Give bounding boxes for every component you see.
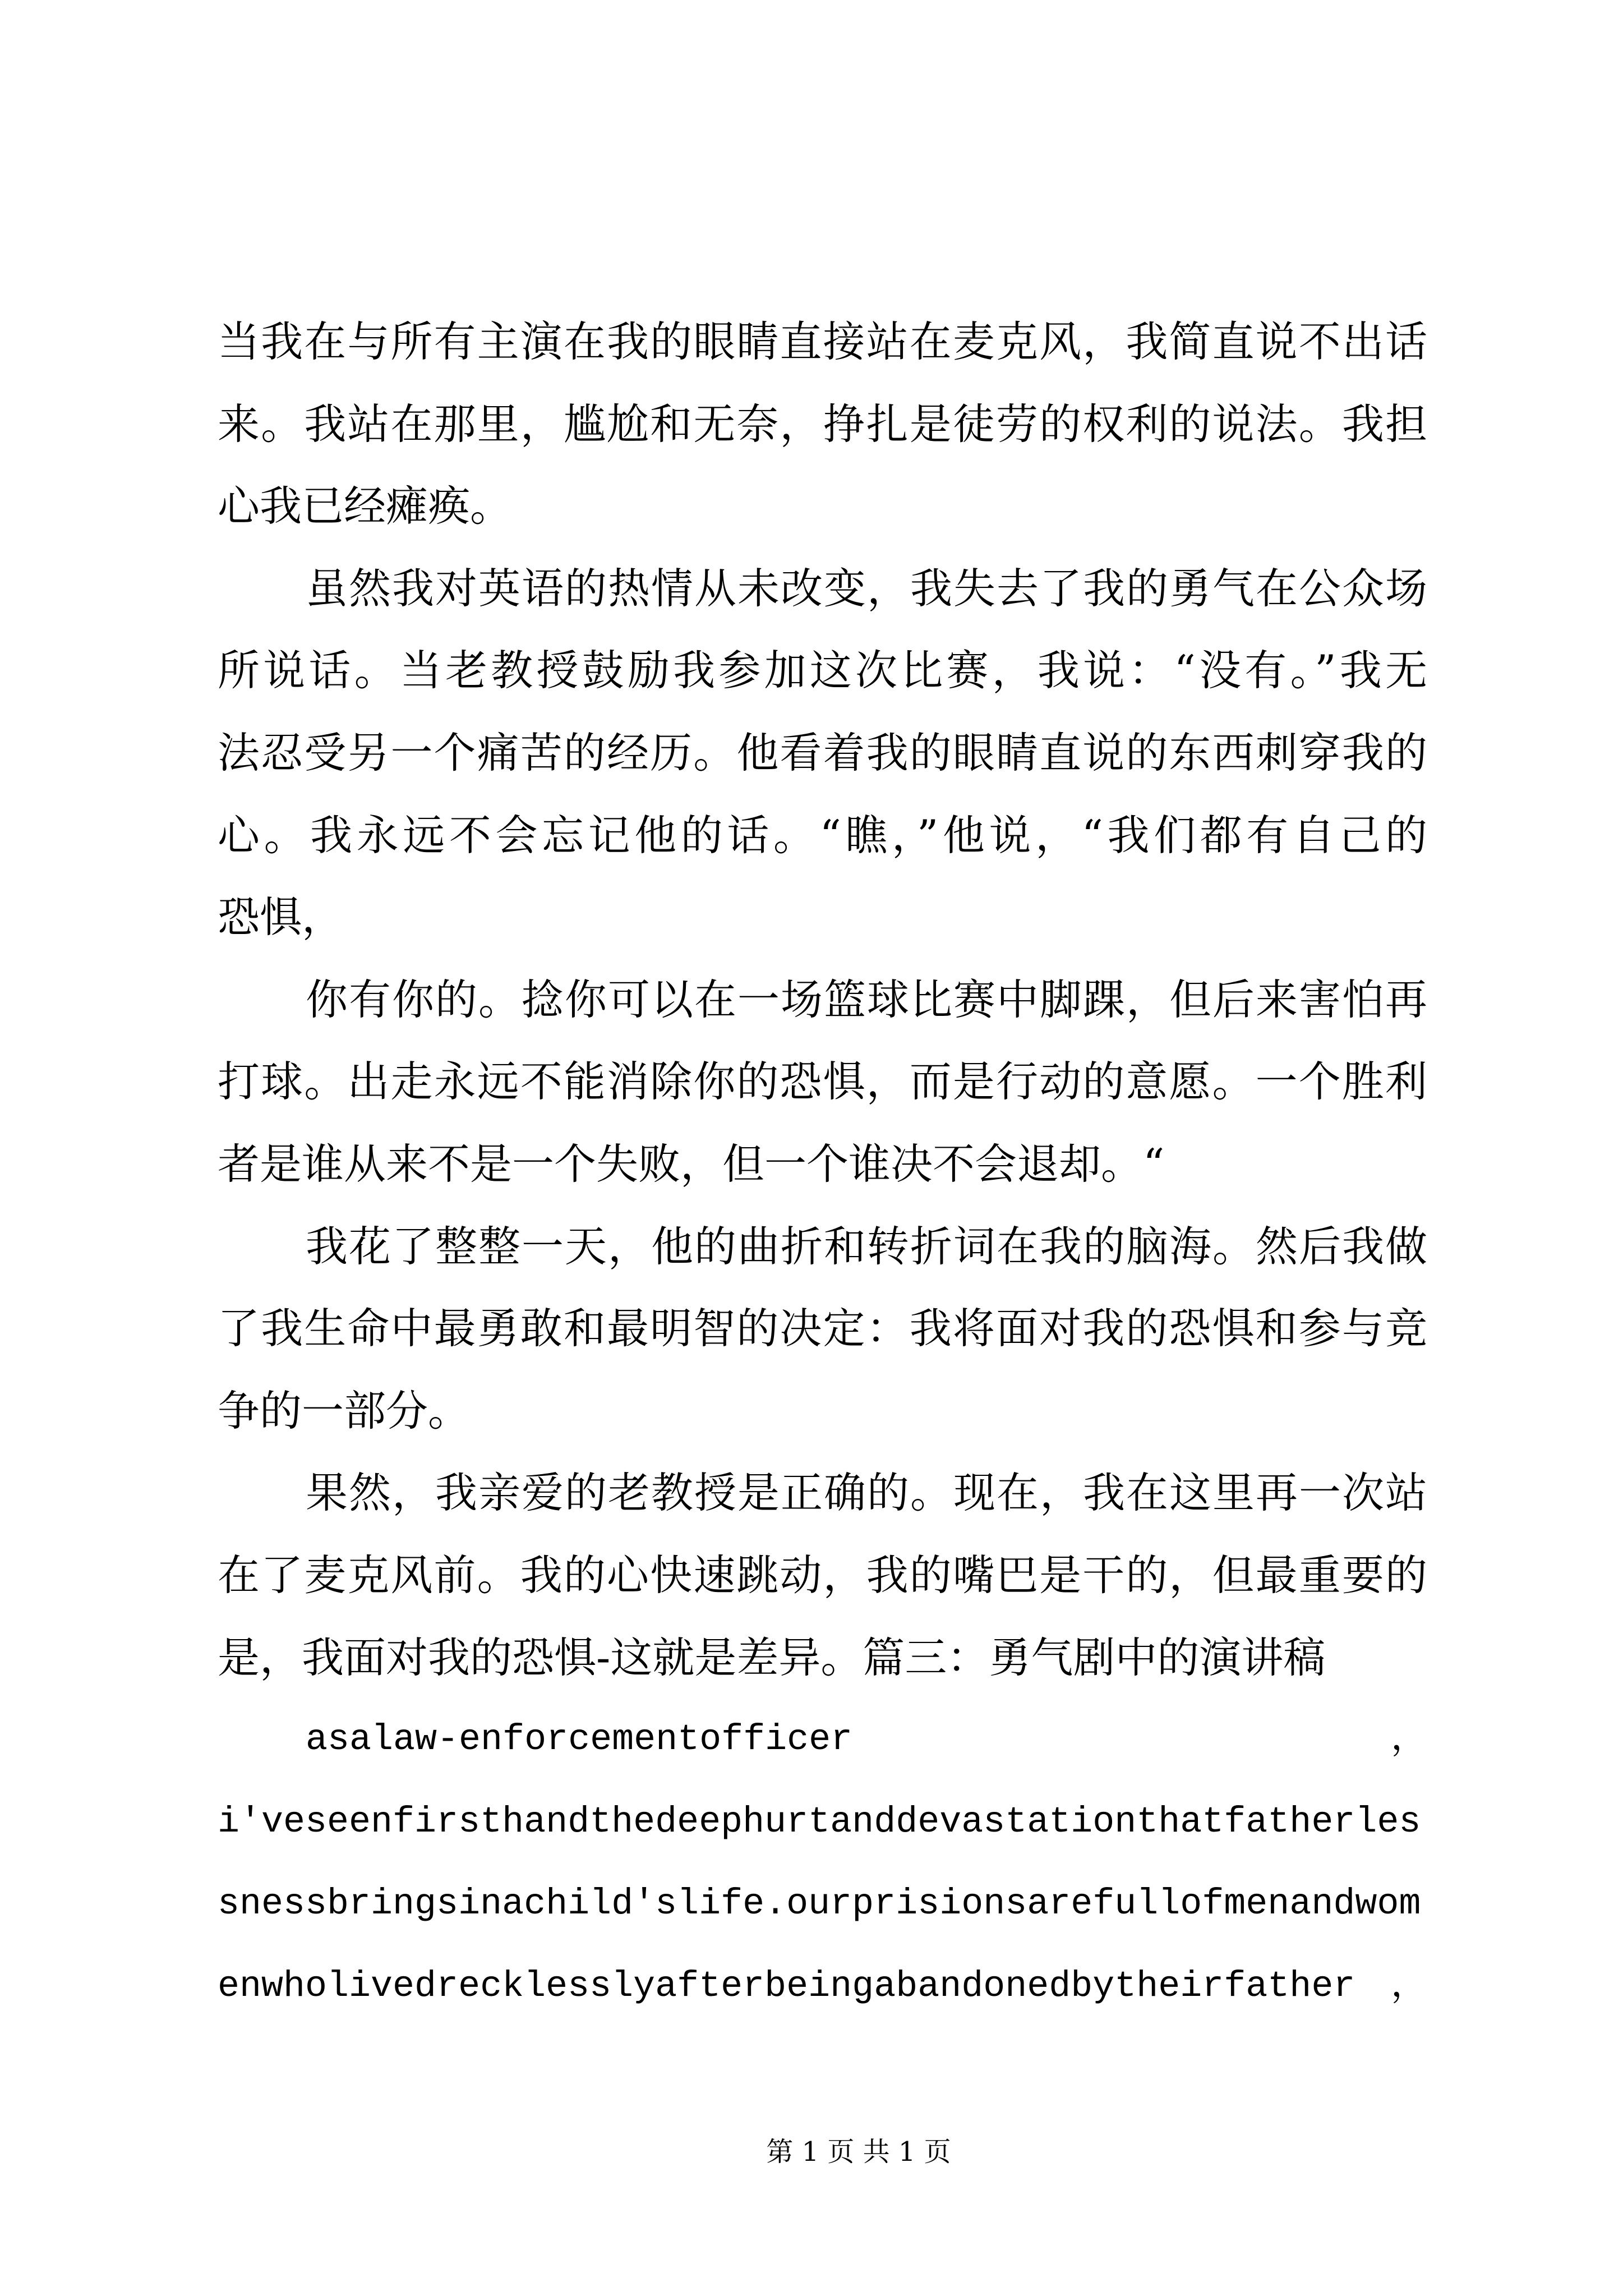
text-line: 来。我站在那里，尴尬和无奈，挣扎是徒劳的权利的说法。我担 [218,399,1427,449]
text-line: 果然，我亲爱的老教授是正确的。现在，我在这里再一次站 [306,1468,1427,1518]
paragraph [218,1205,1427,1452]
paragraph [218,1452,1427,1699]
text-line: asalaw-enforcementofficer ， [306,1719,1427,1761]
text-line: 当我在与所有主演在我的眼睛直接站在麦克风，我简直说不出话 [218,317,1427,366]
text-line: 是，我面对我的恐惧-这就是差异。篇三：勇气剧中的演讲稿 [218,1632,1326,1682]
text-line: 我花了整整一天，他的曲折和转折词在我的脑海。然后我做 [306,1221,1427,1271]
text-line: enwholivedrecklesslyafterbeingabandonedbytheirfather ， [218,1965,1427,2007]
paragraph [218,1699,1427,2027]
text-line: 恐惧， [218,892,344,942]
paragraph [218,301,1427,547]
paragraph [218,547,1427,959]
text-line: 法忍受另一个痛苦的经历。他看着我的眼睛直说的东西刺穿我的 [218,728,1427,777]
text-line: 争的一部分。 [218,1386,471,1435]
text-line: 心。我永远不会忘记他的话。“瞧，”他说，“我们都有自己的 [218,810,1427,860]
body-text [218,301,1427,2027]
text-line: i'veseenfirsthandthedeephurtanddevastationthatfatherles [218,1801,1421,1843]
text-line: 者是谁从来不是一个失败，但一个谁决不会退却。“ [218,1139,1165,1189]
text-line: 你有你的。捻你可以在一场篮球比赛中脚踝，但后来害怕再 [306,974,1427,1024]
page-footer: 第 1 页 共 1 页 [766,2136,951,2168]
text-line: 在了麦克风前。我的心快速跳动，我的嘴巴是干的，但最重要的 [218,1550,1427,1600]
text-line: 打球。出走永远不能消除你的恐惧，而是行动的意愿。一个胜利 [218,1057,1427,1107]
text-line: 所说话。当老教授鼓励我参加这次比赛，我说：“没有。”我无 [218,646,1427,696]
text-line: 虽然我对英语的热情从未改变，我失去了我的勇气在公众场 [306,563,1427,613]
text-line: 心我已经瘫痪。 [218,481,513,531]
paragraph [218,959,1427,1205]
text-line: 了我生命中最勇敢和最明智的决定：我将面对我的恐惧和参与竞 [218,1304,1427,1354]
text-line: snessbringsinachild'slife.ourprisionsarefullofmenandwom [218,1883,1421,1925]
